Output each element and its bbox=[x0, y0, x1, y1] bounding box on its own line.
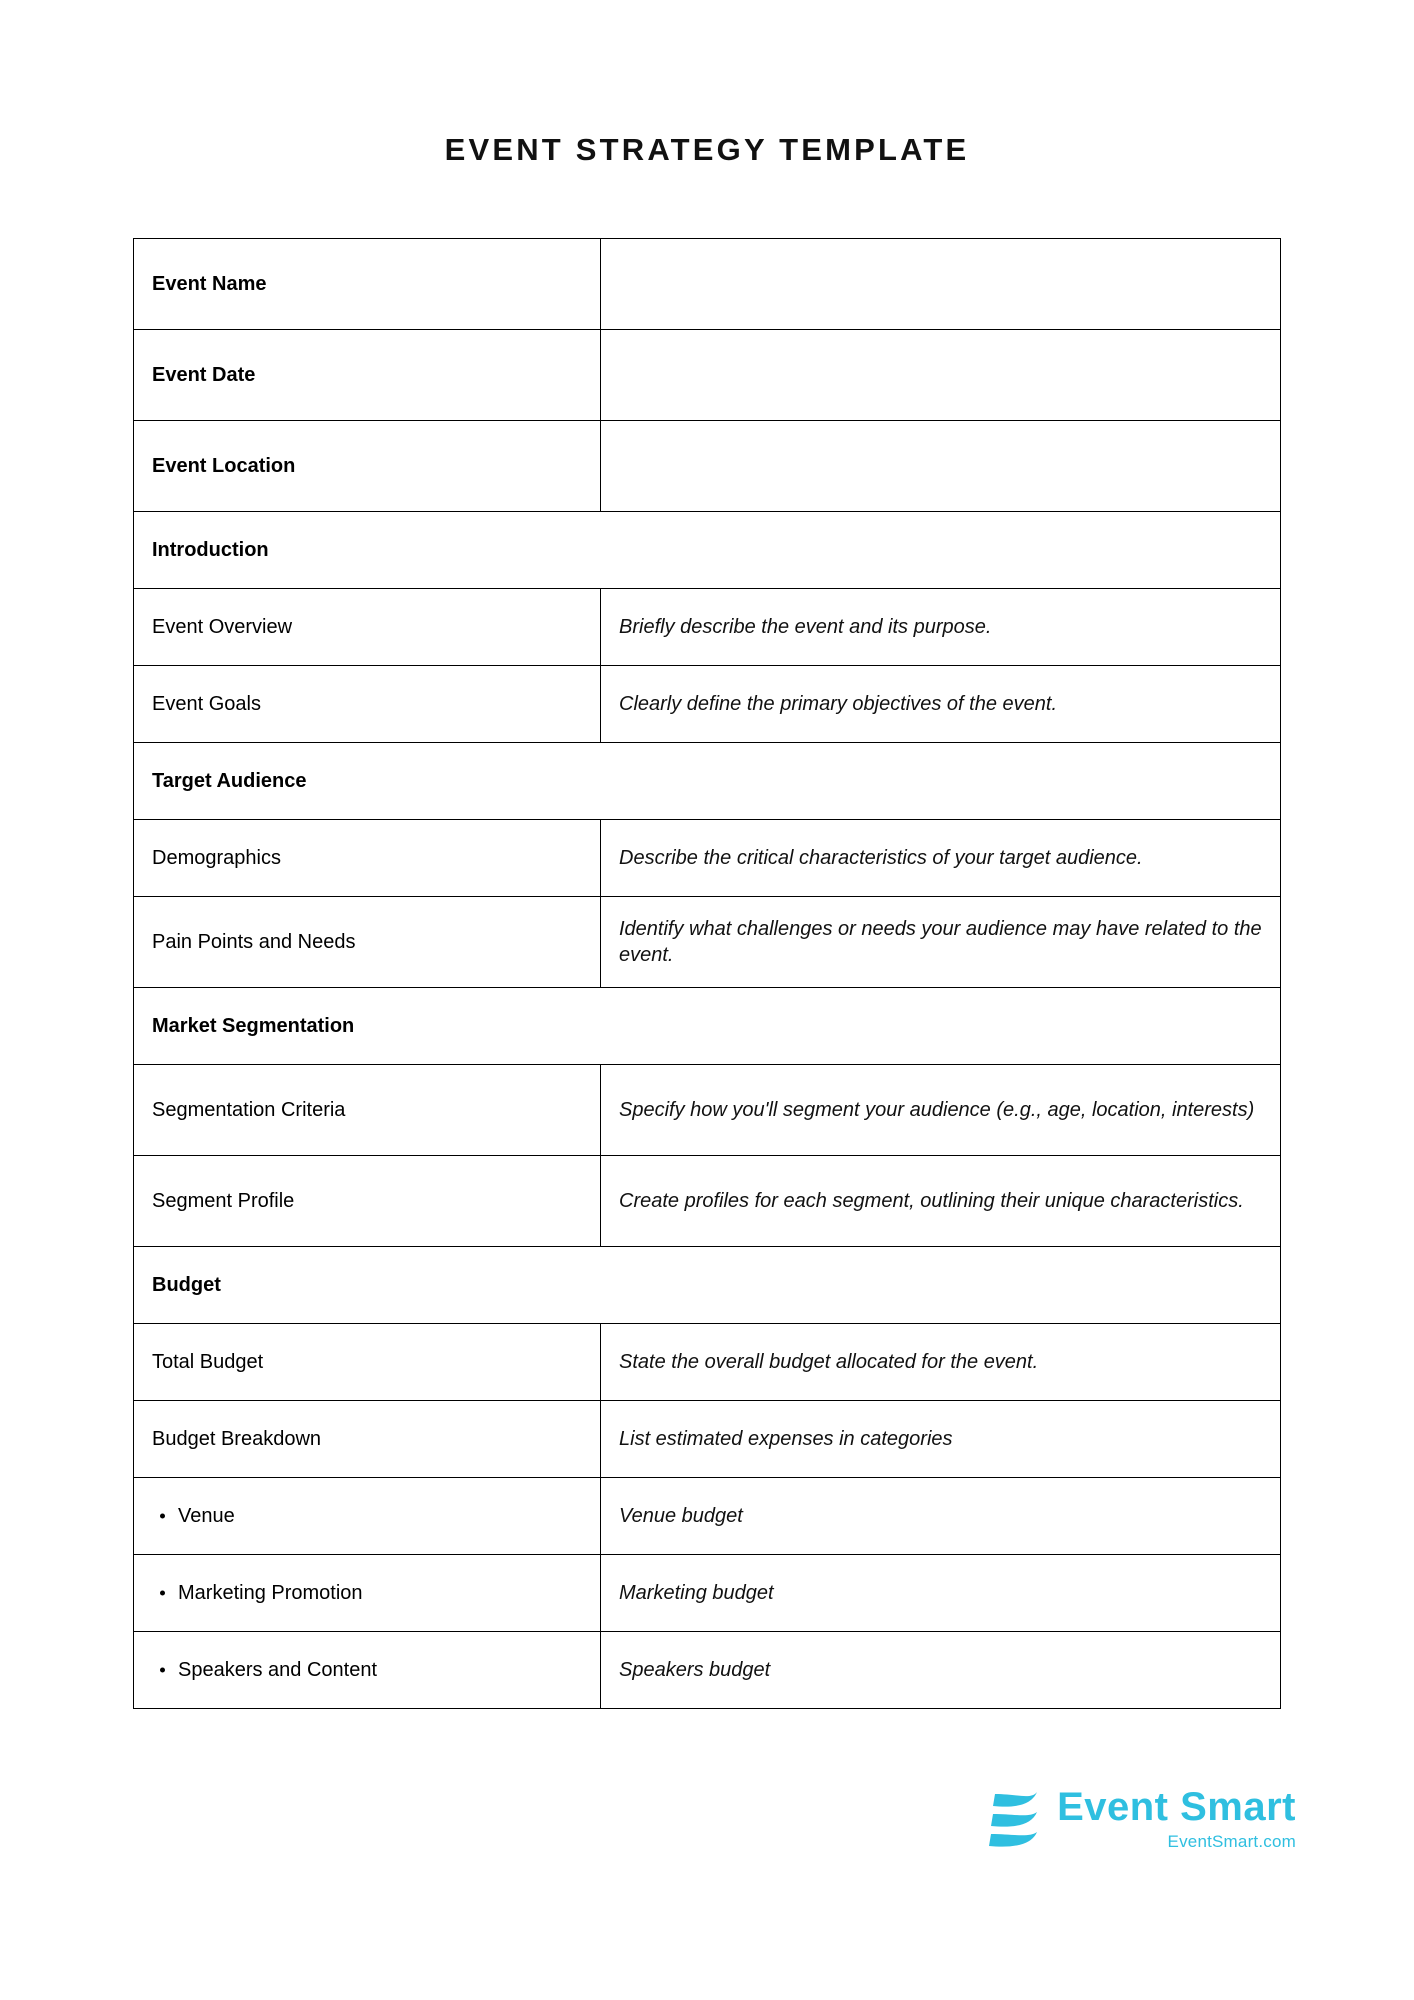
table-row bbox=[134, 1478, 1281, 1555]
bullet-label-text: Venue bbox=[178, 1504, 235, 1527]
row-label: Event Date bbox=[134, 330, 601, 421]
row-label: Segmentation Criteria bbox=[134, 1065, 601, 1156]
row-label: Event Location bbox=[134, 421, 601, 512]
table-row bbox=[134, 589, 1281, 666]
brand-footer bbox=[987, 1787, 1296, 1850]
page-title: EVENT STRATEGY TEMPLATE bbox=[444, 132, 970, 167]
section-header-market-segmentation: Market Segmentation bbox=[134, 988, 1281, 1065]
row-value-input[interactable] bbox=[601, 239, 1281, 330]
row-value[interactable]: Speakers budget bbox=[601, 1632, 1281, 1709]
table-row bbox=[134, 421, 1281, 512]
row-value[interactable]: Describe the critical characteristics of your target audience. bbox=[601, 820, 1281, 897]
row-label-bullet bbox=[134, 1632, 601, 1709]
event-smart-logo-icon bbox=[987, 1788, 1039, 1850]
row-label: Demographics bbox=[134, 820, 601, 897]
bullet-dot-icon bbox=[160, 1591, 165, 1596]
table-row bbox=[134, 1632, 1281, 1709]
row-value[interactable]: Specify how you'll segment your audience (e.g., age, location, interests) bbox=[601, 1065, 1281, 1156]
event-strategy-table bbox=[133, 238, 1281, 1709]
table-row bbox=[134, 1324, 1281, 1401]
row-label: Event Name bbox=[134, 239, 601, 330]
table-body bbox=[134, 239, 1281, 1709]
table-section-row bbox=[134, 988, 1281, 1065]
section-header-target-audience: Target Audience bbox=[134, 743, 1281, 820]
bullet-dot-icon bbox=[160, 1668, 165, 1673]
brand-url: EventSmart.com bbox=[1167, 1832, 1296, 1851]
table-row bbox=[134, 1555, 1281, 1632]
row-value[interactable]: Identify what challenges or needs your audience may have related to the event. bbox=[601, 897, 1281, 988]
row-label-bullet bbox=[134, 1555, 601, 1632]
table-section-row bbox=[134, 743, 1281, 820]
table-row bbox=[134, 239, 1281, 330]
table-row bbox=[134, 330, 1281, 421]
bullet-dot-icon bbox=[160, 1514, 165, 1519]
row-value[interactable]: Marketing budget bbox=[601, 1555, 1281, 1632]
row-value[interactable]: Briefly describe the event and its purpose. bbox=[601, 589, 1281, 666]
row-value[interactable]: List estimated expenses in categories bbox=[601, 1401, 1281, 1478]
table-row bbox=[134, 1065, 1281, 1156]
section-header-introduction: Introduction bbox=[134, 512, 1281, 589]
table-section-row bbox=[134, 512, 1281, 589]
row-label: Pain Points and Needs bbox=[134, 897, 601, 988]
table-row bbox=[134, 666, 1281, 743]
bullet-label-text: Speakers and Content bbox=[178, 1658, 378, 1681]
section-header-budget: Budget bbox=[134, 1247, 1281, 1324]
row-value[interactable]: State the overall budget allocated for the event. bbox=[601, 1324, 1281, 1401]
row-label: Event Goals bbox=[134, 666, 601, 743]
row-label: Budget Breakdown bbox=[134, 1401, 601, 1478]
table-section-row bbox=[134, 1247, 1281, 1324]
table-row bbox=[134, 820, 1281, 897]
strategy-table-wrapper bbox=[133, 238, 1281, 1709]
row-label: Event Overview bbox=[134, 589, 601, 666]
row-label-bullet bbox=[134, 1478, 601, 1555]
table-row bbox=[134, 1401, 1281, 1478]
row-value[interactable]: Clearly define the primary objectives of the event. bbox=[601, 666, 1281, 743]
table-row bbox=[134, 1156, 1281, 1247]
row-value-input[interactable] bbox=[601, 421, 1281, 512]
brand-text bbox=[1057, 1787, 1296, 1850]
row-value-input[interactable] bbox=[601, 330, 1281, 421]
row-value[interactable]: Create profiles for each segment, outlining their unique characteristics. bbox=[601, 1156, 1281, 1247]
table-row bbox=[134, 897, 1281, 988]
brand-name: Event Smart bbox=[1057, 1785, 1296, 1829]
bullet-label-text: Marketing Promotion bbox=[178, 1581, 363, 1604]
row-label: Total Budget bbox=[134, 1324, 601, 1401]
row-label: Segment Profile bbox=[134, 1156, 601, 1247]
row-value[interactable]: Venue budget bbox=[601, 1478, 1281, 1555]
